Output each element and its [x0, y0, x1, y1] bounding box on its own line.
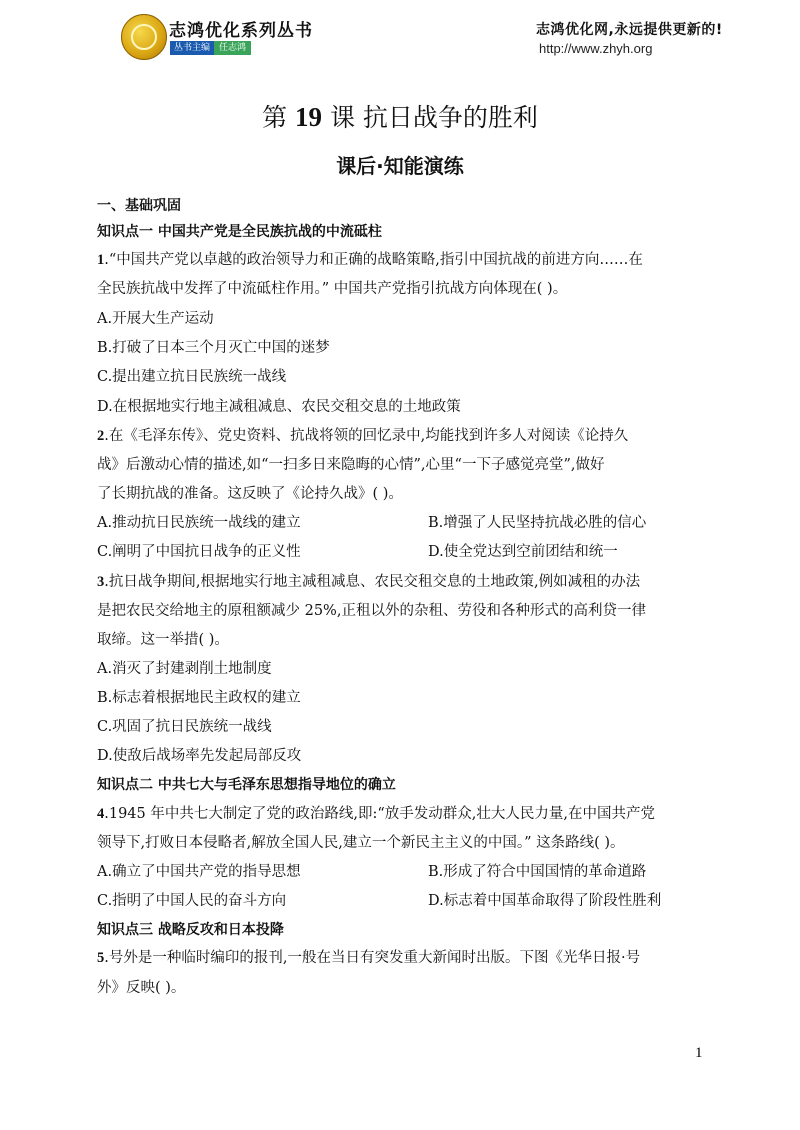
q5-text-1: .号外是一种临时编印的报刊,一般在当日有突发重大新闻时出版。下图《光华日报·号: [104, 950, 641, 966]
q4-text-1: .1945 年中共七大制定了党的政治路线,即:“放手发动群众,壮大人民力量,在中国共产党: [104, 806, 655, 822]
knowledge-point-3: 知识点三 战略反攻和日本投降: [97, 922, 284, 938]
q3-text-1: .抗日战争期间,根据地实行地主减租减息、农民交租交息的土地政策,例如减租的办法: [104, 574, 641, 590]
q4-option-c: C.指明了中国人民的奋斗方向: [97, 893, 287, 909]
lesson-subtitle: 课后·知能演练: [336, 154, 464, 178]
header-url: http://www.zhyh.org: [539, 41, 653, 56]
q2-line-1: [97, 426, 628, 446]
header-slogan: 志鸿优化网,永远提供更新的!: [536, 22, 723, 38]
q4-line-2: 领导下,打败日本侵略者,解放全国人民,建立一个新民主主义的中国。” 这条路线( )。: [97, 835, 625, 851]
q2-option-a: A.推动抗日民族统一战线的建立: [97, 515, 301, 531]
series-title: 志鸿优化系列丛书: [169, 21, 313, 41]
q4-option-a: A.确立了中国共产党的指导思想: [97, 864, 301, 880]
lesson-name: 课 抗日战争的胜利: [329, 103, 538, 132]
q3-option-a: A.消灭了封建剥削土地制度: [97, 661, 272, 677]
q1-text-1: .“中国共产党以卓越的政治领导力和正确的战略策略,指引中国抗战的前进方向……在: [104, 252, 643, 268]
q3-option-b: B.标志着根据地民主政权的建立: [97, 690, 301, 706]
page-number: 1: [695, 1045, 703, 1061]
q1-option-d: D.在根据地实行地主减租减息、农民交租交息的土地政策: [97, 399, 461, 415]
q1-option-a: A.开展大生产运动: [97, 311, 214, 327]
q5-line-2: 外》反映( )。: [97, 980, 186, 996]
page-header: [0, 0, 800, 72]
editor-tag: [170, 41, 251, 55]
q1-option-b: B.打破了日本三个月灭亡中国的迷梦: [97, 340, 330, 356]
q4-line-1: [97, 804, 655, 824]
q3-line-2: 是把农民交给地主的原租额减少 25%,正租以外的杂租、劳役和各种形式的高利贷一律: [97, 603, 646, 619]
q1-option-c: C.提出建立抗日民族统一战线: [97, 369, 287, 385]
q5-number: 5: [97, 950, 105, 966]
q3-option-c: C.巩固了抗日民族统一战线: [97, 719, 272, 735]
q5-line-1: [97, 948, 640, 968]
q3-line-3: 取缔。这一举措( )。: [97, 632, 229, 648]
lesson-title: [0, 98, 800, 134]
q2-number: 2: [97, 428, 105, 444]
q3-line-1: [97, 572, 640, 592]
q4-option-b: B.形成了符合中国国情的革命道路: [428, 864, 647, 880]
q2-option-d: D.使全党达到空前团结和统一: [428, 544, 618, 560]
editor-name: 任志鸿: [214, 41, 251, 55]
knowledge-point-2: 知识点二 中共七大与毛泽东思想指导地位的确立: [97, 777, 396, 793]
q1-line-1: [97, 250, 643, 270]
q2-options-row-1: [97, 513, 301, 533]
q3-number: 3: [97, 574, 105, 590]
q2-option-b: B.增强了人民坚持抗战必胜的信心: [428, 515, 647, 531]
q4-number: 4: [97, 806, 105, 822]
q3-option-d: D.使敌后战场率先发起局部反攻: [97, 748, 302, 764]
editor-label: 丛书主编: [170, 41, 214, 55]
q2-line-2: 战》后激动心情的描述,如“一扫多日来隐晦的心情”,心里“一下子感觉亮堂”,做好: [97, 457, 605, 473]
q1-line-2: 全民族抗战中发挥了中流砥柱作用。” 中国共产党指引抗战方向体现在( )。: [97, 281, 568, 297]
q1-number: 1: [97, 252, 105, 268]
section-heading: 一、基础巩固: [97, 198, 181, 214]
lesson-prefix: 第: [262, 103, 288, 132]
series-logo-icon: [121, 14, 167, 60]
knowledge-point-1: 知识点一 中国共产党是全民族抗战的中流砥柱: [97, 224, 382, 240]
lesson-number: 19: [295, 102, 323, 132]
q4-option-d: D.标志着中国革命取得了阶段性胜利: [428, 893, 662, 909]
q2-line-3: 了长期抗战的准备。这反映了《论持久战》( )。: [97, 486, 403, 502]
q2-option-c: C.阐明了中国抗日战争的正义性: [97, 544, 301, 560]
q2-text-1: .在《毛泽东传》、党史资料、抗战将领的回忆录中,均能找到许多人对阅读《论持久: [104, 428, 629, 444]
